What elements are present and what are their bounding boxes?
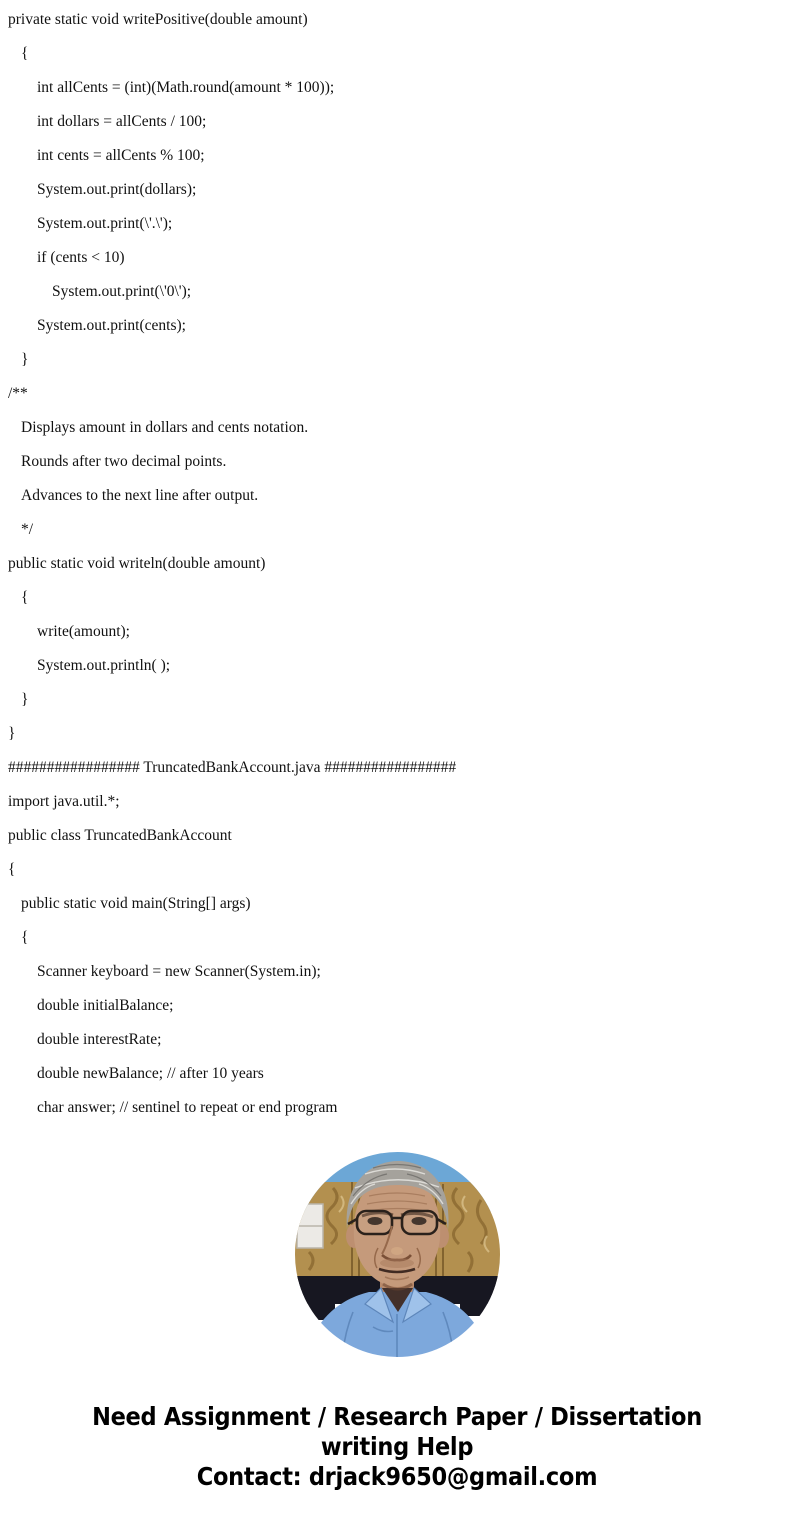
footer-heading-line1: Need Assignment / Research Paper / Dissertation <box>92 1402 702 1431</box>
presenter-avatar <box>295 1152 500 1357</box>
code-line: double newBalance; // after 10 years <box>37 1065 264 1082</box>
code-line: */ <box>21 521 34 538</box>
code-line: private static void writePositive(double amount) <box>8 11 308 28</box>
code-line: int cents = allCents % 100; <box>37 147 205 164</box>
code-line: System.out.print(\'0\'); <box>52 283 192 300</box>
code-block <box>0 3 794 1125</box>
code-line: } <box>8 725 16 742</box>
code-line: { <box>21 929 29 946</box>
code-line: { <box>21 45 29 62</box>
code-line: System.out.print(dollars); <box>37 181 197 198</box>
code-line: import java.util.*; <box>8 793 120 810</box>
code-line: double interestRate; <box>37 1031 162 1048</box>
code-line: Displays amount in dollars and cents notation. <box>21 419 309 436</box>
code-line: public static void writeln(double amount) <box>8 555 266 572</box>
code-line: } <box>21 351 29 368</box>
code-line: { <box>8 861 16 878</box>
code-line: /** <box>8 385 28 402</box>
footer-banner <box>0 1402 794 1492</box>
code-line: Scanner keyboard = new Scanner(System.in); <box>37 963 321 980</box>
code-line: int allCents = (int)(Math.round(amount * 100)); <box>37 79 335 96</box>
code-line: public static void main(String[] args) <box>21 895 251 912</box>
code-line: System.out.print(cents); <box>37 317 186 334</box>
code-line: Advances to the next line after output. <box>21 487 259 504</box>
code-line: ################# TruncatedBankAccount.java ################# <box>8 759 457 776</box>
footer-heading-line2: writing Help <box>320 1432 474 1461</box>
code-line: System.out.println( ); <box>37 657 171 674</box>
code-line: if (cents < 10) <box>37 249 125 266</box>
code-line: Rounds after two decimal points. <box>21 453 227 470</box>
code-line: public class TruncatedBankAccount <box>8 827 232 844</box>
code-line: } <box>21 691 29 708</box>
footer-contact-line: Contact: drjack9650@gmail.com <box>196 1462 598 1491</box>
presenter-photo <box>295 1152 500 1357</box>
code-line: double initialBalance; <box>37 997 174 1014</box>
code-line: int dollars = allCents / 100; <box>37 113 207 130</box>
code-line: write(amount); <box>37 623 130 640</box>
code-line: System.out.print(\'.\'); <box>37 215 173 232</box>
code-line: char answer; // sentinel to repeat or end program <box>37 1099 338 1116</box>
code-line: { <box>21 589 29 606</box>
